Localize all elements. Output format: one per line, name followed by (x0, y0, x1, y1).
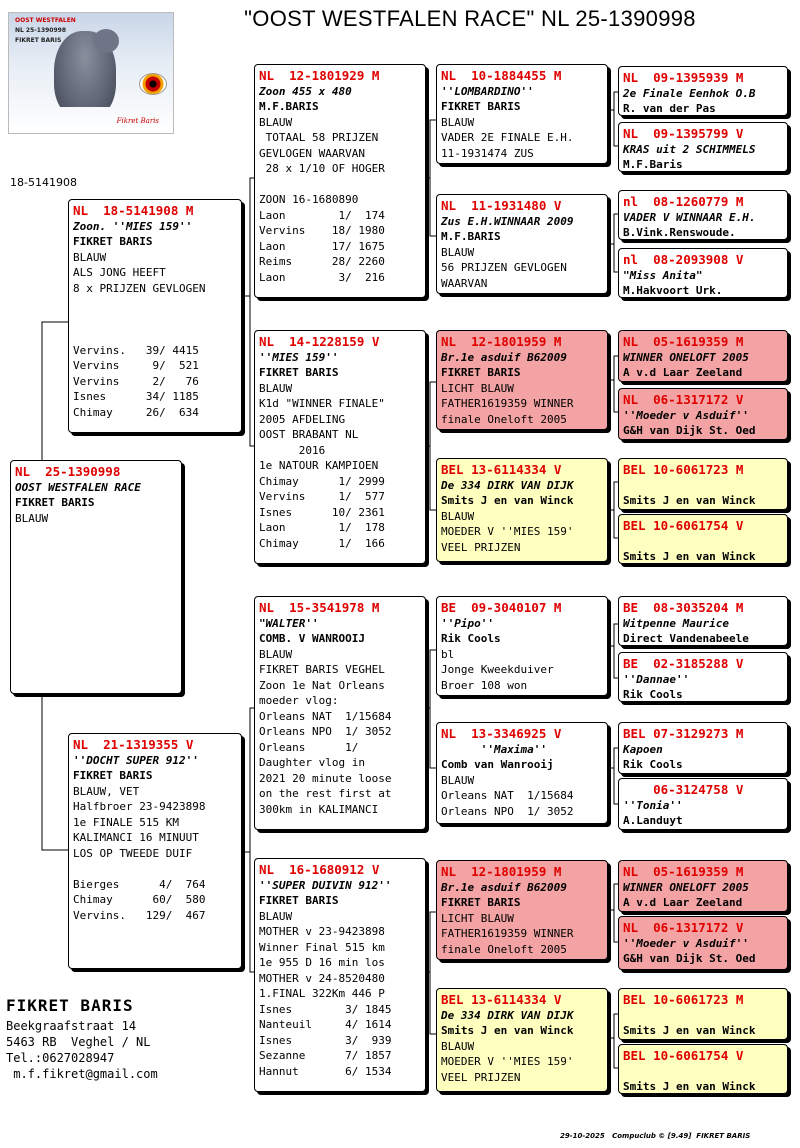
pigeon-info-line (73, 327, 237, 343)
pigeon-name: 2e Finale Eenhok O.B (623, 86, 756, 100)
pigeon-card-gen5[interactable] (618, 330, 788, 382)
ring-number: NL 12-1801929 M (259, 68, 380, 83)
pigeon-info-line: BLAUW (441, 245, 475, 259)
pigeon-name (623, 1008, 783, 1024)
pigeon-owner: A.Landuyt (623, 814, 683, 827)
pigeon-name: Kapoen (623, 742, 663, 756)
pigeon-card-gen5[interactable] (618, 122, 788, 172)
breeder-city: 5463 RB Veghel / NL (6, 1035, 151, 1049)
ring-number: nl 08-2093908 V (623, 252, 744, 267)
pigeon-owner: COMB. V WANROOIJ (259, 632, 365, 645)
pigeon-name: "Miss Anita" (623, 268, 703, 282)
pigeon-card-gen5[interactable] (618, 1044, 788, 1094)
pigeon-owner: M.Hakvoort Urk. (623, 284, 723, 297)
pigeon-owner: M.F.BARIS (441, 230, 501, 243)
pigeon-card-sire-sire[interactable] (254, 64, 426, 298)
pigeon-name: ''Maxima'' (441, 742, 547, 756)
pigeon-result-line: Isnes 10/ 2361 (259, 505, 385, 519)
pigeon-info-line: Orleans NPO 1/ 3052 (441, 804, 574, 818)
pigeon-owner: G&H van Dijk St. Oed (623, 952, 756, 965)
ring-number: NL 05-1619359 M (623, 864, 744, 879)
pigeon-info-line: K1d "WINNER FINALE" (259, 397, 385, 410)
pigeon-result-line: Reims 28/ 2260 (259, 255, 385, 268)
pigeon-card-gen4[interactable] (436, 458, 608, 562)
pigeon-owner: FIKRET BARIS (441, 896, 521, 909)
pigeon-owner: FIKRET BARIS (259, 894, 339, 907)
pigeon-card-gen5[interactable] (618, 652, 788, 702)
pigeon-info-line: VEEL PRIJZEN (441, 1070, 521, 1084)
pigeon-result-line: Hannut 6/ 1534 (259, 1064, 392, 1078)
pigeon-card-gen4[interactable] (436, 194, 608, 294)
pigeon-info-line: MOTHER v 24-8520480 (259, 971, 385, 985)
pigeon-name (623, 478, 783, 494)
pigeon-result-line: Isnes 3/ 1845 (259, 1002, 392, 1016)
pigeon-owner: FIKRET BARIS (15, 496, 95, 509)
photo-caption-line: FIKRET BARIS (15, 37, 62, 44)
ring-number: BE 08-3035204 M (623, 600, 744, 615)
pigeon-result-line: Vervins 9/ 521 (73, 359, 199, 372)
pigeon-owner: FIKRET BARIS (259, 366, 339, 379)
pigeon-owner: FIKRET BARIS (73, 235, 153, 248)
pigeon-name: ''DOCHT SUPER 912'' (73, 753, 199, 767)
pigeon-result-line: Laon 3/ 216 (259, 270, 385, 284)
pigeon-info-line: BLAUW (259, 115, 293, 129)
pigeon-name: Zoon 455 x 480 (259, 84, 352, 98)
pigeon-owner: R. van der Pas (623, 102, 716, 115)
pigeon-card-gen4[interactable] (436, 64, 608, 164)
pigeon-result-line: Isnes 3/ 939 (259, 1033, 392, 1047)
ring-number: BEL 10-6061723 M (623, 992, 744, 1007)
pigeon-info-line: 2021 20 minute loose (259, 771, 392, 785)
pigeon-result-line: Chimay 60/ 580 (73, 893, 206, 906)
ring-number: NL 15-3541978 M (259, 600, 380, 615)
pigeon-result-line: Chimay 1/ 166 (259, 536, 385, 550)
pigeon-card-gen5[interactable] (618, 916, 788, 970)
pigeon-result-line: Chimay 26/ 634 (73, 405, 199, 419)
pigeon-info-line (73, 312, 237, 328)
pigeon-info-line: OOST BRABANT NL (259, 428, 359, 441)
pigeon-info-line: MOTHER v 23-9423898 (259, 925, 385, 938)
pigeon-owner: Smits J en van Winck (623, 494, 756, 507)
pigeon-info-line: FATHER1619359 WINNER (441, 927, 574, 940)
pigeon-info-line: 11-1931474 ZUS (441, 146, 534, 160)
pigeon-owner: M.F.BARIS (259, 100, 319, 113)
pigeon-info-line (73, 296, 237, 312)
pigeon-name: KRAS uit 2 SCHIMMELS (623, 142, 756, 156)
pigeon-info-line: Zoon 1e Nat Orleans (259, 678, 385, 692)
ring-number: NL 10-1884455 M (441, 68, 562, 83)
pigeon-info-line: finale Oneloft 2005 (441, 412, 567, 426)
pigeon-result-line: Chimay 1/ 2999 (259, 474, 385, 488)
ring-number: BE 09-3040107 M (441, 600, 562, 615)
pigeon-card-sire[interactable] (68, 199, 242, 433)
ring-number: NL 09-1395939 M (623, 70, 744, 85)
pigeon-info-line: 56 PRIJZEN GEVLOGEN (441, 261, 567, 274)
pigeon-card-dam-dam[interactable] (254, 858, 426, 1092)
pigeon-info-line: TOTAAL 58 PRIJZEN (259, 131, 379, 144)
pigeon-name: Witpenne Maurice (623, 616, 729, 630)
pigeon-card-gen5[interactable] (618, 190, 788, 240)
pigeon-result-line: Orleans NPO 1/ 3052 (259, 725, 392, 738)
ring-number: NL 18-5141908 M (73, 203, 194, 218)
ring-number: NL 09-1395799 V (623, 126, 744, 141)
pigeon-name: ''Moeder v Asduif'' (623, 936, 749, 950)
pigeon-name: ''LOMBARDINO'' (441, 84, 534, 98)
pigeon-card-sire-dam[interactable] (254, 330, 426, 564)
pigeon-info-line: 300km in KALIMANCI (259, 802, 379, 816)
photo-signature: Fikret Baris (116, 117, 159, 125)
pigeon-info-line: VADER 2E FINALE E.H. (441, 131, 574, 144)
breeder-name: FIKRET BARIS (6, 996, 134, 1015)
pigeon-info-line: FATHER1619359 WINNER (441, 397, 574, 410)
ring-number: BEL 07-3129273 M (623, 726, 744, 741)
breeder-info (6, 998, 246, 1082)
pigeon-owner: A v.d Laar Zeeland (623, 896, 743, 909)
ring-number: 06-3124758 V (623, 782, 744, 797)
ring-number: NL 06-1317172 V (623, 920, 744, 935)
pigeon-owner: FIKRET BARIS (441, 366, 521, 379)
pigeon-owner: Rik Cools (441, 632, 501, 645)
photo-caption-line: NL 25-1390998 (15, 27, 66, 34)
pigeon-result-line: Orleans 1/ (259, 740, 359, 754)
ring-number: BE 02-3185288 V (623, 656, 744, 671)
pigeon-info-line: VEEL PRIJZEN (441, 540, 521, 554)
pigeon-name: Zus E.H.WINNAAR 2009 (441, 214, 574, 228)
pigeon-name: WINNER ONELOFT 2005 (623, 350, 749, 364)
ring-number: BEL 10-6061754 V (623, 518, 744, 533)
ring-number: NL 25-1390998 (15, 464, 121, 479)
ring-number: NL 12-1801959 M (441, 864, 562, 879)
pigeon-result-line: Vervins 2/ 76 (73, 374, 199, 388)
ring-number: BEL 10-6061754 V (623, 1048, 744, 1063)
pigeon-info-line: 1e NATOUR KAMPIOEN (259, 459, 379, 472)
pigeon-owner: Comb van Wanrooij (441, 758, 554, 771)
ring-number: NL 05-1619359 M (623, 334, 744, 349)
pigeon-card-gen5[interactable] (618, 514, 788, 564)
pigeon-card-gen5[interactable] (618, 722, 788, 774)
pigeon-owner: Smits J en van Winck (623, 1024, 756, 1037)
ring-number: NL 06-1317172 V (623, 392, 744, 407)
pigeon-owner: Smits J en van Winck (623, 550, 756, 563)
pigeon-info-line: ZOON 16-1680890 (259, 193, 359, 206)
pigeon-card-gen4[interactable] (436, 860, 608, 960)
pigeon-owner: Rik Cools (623, 758, 683, 771)
ring-reference: 18-5141908 (10, 176, 77, 189)
pigeon-card-subject[interactable] (10, 460, 182, 694)
ring-number: nl 08-1260779 M (623, 194, 744, 209)
pigeon-info-line: BLAUW (441, 509, 475, 523)
breeder-phone: Tel.:0627028947 (6, 1051, 115, 1065)
pigeon-info-line: 1e 955 D 16 min los (259, 956, 385, 969)
pigeon-info-line: BLAUW (73, 250, 107, 264)
ring-number: NL 13-3346925 V (441, 726, 562, 741)
pigeon-name: ''Moeder v Asduif'' (623, 408, 749, 422)
pigeon-name: "WALTER'' (259, 616, 319, 630)
pigeon-card-gen5[interactable] (618, 458, 788, 510)
pigeon-name: ''Tonia'' (623, 798, 683, 812)
pigeon-card-gen4[interactable] (436, 330, 608, 430)
pigeon-owner: Smits J en van Winck (441, 1024, 574, 1037)
pigeon-name: WINNER ONELOFT 2005 (623, 880, 749, 894)
pigeon-info-line (259, 177, 421, 193)
pigeon-name: ''Dannae'' (623, 672, 690, 686)
pigeon-info-line: 28 x 1/10 OF HOGER (259, 162, 385, 175)
pigeon-owner: A v.d Laar Zeeland (623, 366, 743, 379)
pigeon-result-line: Vervins. 39/ 4415 (73, 343, 199, 357)
pigeon-card-dam-sire[interactable] (254, 596, 426, 830)
pigeon-info-line (73, 861, 237, 877)
pigeon-owner: M.F.Baris (623, 158, 683, 171)
pigeon-info-line: BLAUW (441, 115, 475, 129)
pigeon-result-line: Vervins. 129/ 467 (73, 908, 206, 922)
pigeon-card-gen5[interactable] (618, 388, 788, 440)
pigeon-info-line: ALS JONG HEEFT (73, 266, 166, 279)
pigeon-owner: Smits J en van Winck (623, 1080, 756, 1093)
pigeon-name: ''MIES 159'' (259, 350, 339, 364)
pigeon-info-line: BLAUW (15, 511, 49, 525)
ring-number: BEL 13-6114334 V (441, 992, 562, 1007)
pigeon-info-line: MOEDER V ''MIES 159' (441, 525, 574, 538)
pedigree-title: "OOST WESTFALEN RACE" NL 25-1390998 (244, 6, 696, 31)
pigeon-info-line: BLAUW (441, 1039, 475, 1053)
pigeon-owner: FIKRET BARIS (73, 769, 153, 782)
print-footer: 29-10-2025 Compuclub © [9.49] FIKRET BARIS (560, 1132, 751, 1140)
pigeon-card-gen4[interactable] (436, 596, 608, 696)
pigeon-result-line: Nanteuil 4/ 1614 (259, 1018, 392, 1031)
pigeon-name: ''Pipo'' (441, 616, 494, 630)
pigeon-card-gen4[interactable] (436, 988, 608, 1092)
pigeon-info-line: Broer 108 won (441, 678, 528, 692)
pigeon-result-line: Vervins 18/ 1980 (259, 224, 385, 237)
ring-number: BEL 10-6061723 M (623, 462, 744, 477)
pigeon-info-line: Jonge Kweekduiver (441, 663, 554, 676)
pigeon-info-line: finale Oneloft 2005 (441, 942, 567, 956)
pigeon-card-gen5[interactable] (618, 66, 788, 116)
pigeon-result-line: Sezanne 7/ 1857 (259, 1049, 392, 1062)
pigeon-info-line: Halfbroer 23-9423898 (73, 800, 206, 813)
pigeon-info-line: WAARVAN (441, 276, 488, 290)
pigeon-owner: FIKRET BARIS (441, 100, 521, 113)
pigeon-info-line: Daughter vlog in (259, 756, 365, 769)
pigeon-name: OOST WESTFALEN RACE (15, 480, 141, 494)
pigeon-info-line: 8 x PRIJZEN GEVLOGEN (73, 281, 206, 295)
pigeon-name: De 334 DIRK VAN DIJK (441, 1008, 574, 1022)
pigeon-info-line: BLAUW, VET (73, 784, 140, 798)
pigeon-info-line: 1.FINAL 322Km 446 P (259, 987, 385, 1000)
pigeon-name: De 334 DIRK VAN DIJK (441, 478, 574, 492)
pigeon-owner: Rik Cools (623, 688, 683, 701)
pigeon-owner: B.Vink.Renswoude. (623, 226, 736, 239)
pigeon-card-gen5[interactable] (618, 778, 788, 830)
pigeon-card-gen5[interactable] (618, 988, 788, 1040)
pigeon-info-line: bl (441, 647, 455, 661)
pigeon-info-line: LICHT BLAUW (441, 381, 514, 395)
pigeon-info-line: 1e FINALE 515 KM (73, 815, 179, 829)
ring-number: NL 21-1319355 V (73, 737, 194, 752)
ring-number: NL 14-1228159 V (259, 334, 380, 349)
breeder-email[interactable]: m.f.fikret@gmail.com (6, 1067, 158, 1081)
pigeon-card-gen5[interactable] (618, 596, 788, 646)
pigeon-info-line: on the rest first at (259, 787, 392, 800)
pigeon-info-line: GEVLOGEN WAARVAN (259, 146, 365, 160)
pigeon-info-line: LOS OP TWEEDE DUIF (73, 846, 193, 860)
pigeon-name: Br.1e asduif B62009 (441, 880, 567, 894)
pigeon-card-dam[interactable] (68, 733, 242, 969)
pigeon-name (623, 534, 783, 550)
pigeon-card-gen5[interactable] (618, 860, 788, 912)
pigeon-info-line: 2016 (259, 443, 326, 457)
breeder-street: Beekgraafstraat 14 (6, 1019, 137, 1033)
pigeon-result-line: Laon 17/ 1675 (259, 239, 385, 253)
pigeon-name (623, 1064, 783, 1080)
pigeon-result-line: Laon 1/ 174 (259, 208, 385, 222)
pigeon-result-line: Vervins 1/ 577 (259, 490, 385, 503)
pigeon-owner: Direct Vandenabeele (623, 632, 749, 645)
pigeon-info-line: LICHT BLAUW (441, 911, 514, 925)
pigeon-result-line: Orleans NAT 1/15684 (259, 709, 392, 723)
pigeon-info-line: 2005 AFDELING (259, 412, 346, 426)
pigeon-result-line: Laon 1/ 178 (259, 521, 385, 534)
pigeon-info-line: BLAUW (259, 381, 293, 395)
pigeon-info-line: BLAUW (259, 909, 293, 923)
pigeon-owner: Smits J en van Winck (441, 494, 574, 507)
pigeon-info-line: MOEDER V ''MIES 159' (441, 1055, 574, 1068)
pigeon-card-gen4[interactable] (436, 722, 608, 824)
pigeon-name: Br.1e asduif B62009 (441, 350, 567, 364)
pigeon-info-line: FIKRET BARIS VEGHEL (259, 663, 385, 676)
photo-caption-line: OOST WESTFALEN (15, 17, 76, 24)
pigeon-card-gen5[interactable] (618, 248, 788, 298)
ring-number: NL 12-1801959 M (441, 334, 562, 349)
pigeon-info-line: KALIMANCI 16 MINUUT (73, 831, 199, 844)
pigeon-info-line: Orleans NAT 1/15684 (441, 789, 574, 802)
ring-number: NL 16-1680912 V (259, 862, 380, 877)
pigeon-info-line: BLAUW (259, 647, 293, 661)
pigeon-info-line: Winner Final 515 km (259, 940, 385, 954)
pigeon-result-line: Bierges 4/ 764 (73, 877, 206, 891)
ring-number: NL 11-1931480 V (441, 198, 562, 213)
pigeon-name: ''SUPER DUIVIN 912'' (259, 878, 392, 892)
pigeon-owner: G&H van Dijk St. Oed (623, 424, 756, 437)
pigeon-info-line: moeder vlog: (259, 694, 339, 707)
ring-number: BEL 13-6114334 V (441, 462, 562, 477)
pigeon-result-line: Isnes 34/ 1185 (73, 390, 199, 403)
pigeon-name: VADER V WINNAAR E.H. (623, 210, 756, 224)
pigeon-name: Zoon. ''MIES 159'' (73, 219, 193, 233)
pigeon-info-line: BLAUW (441, 773, 475, 787)
